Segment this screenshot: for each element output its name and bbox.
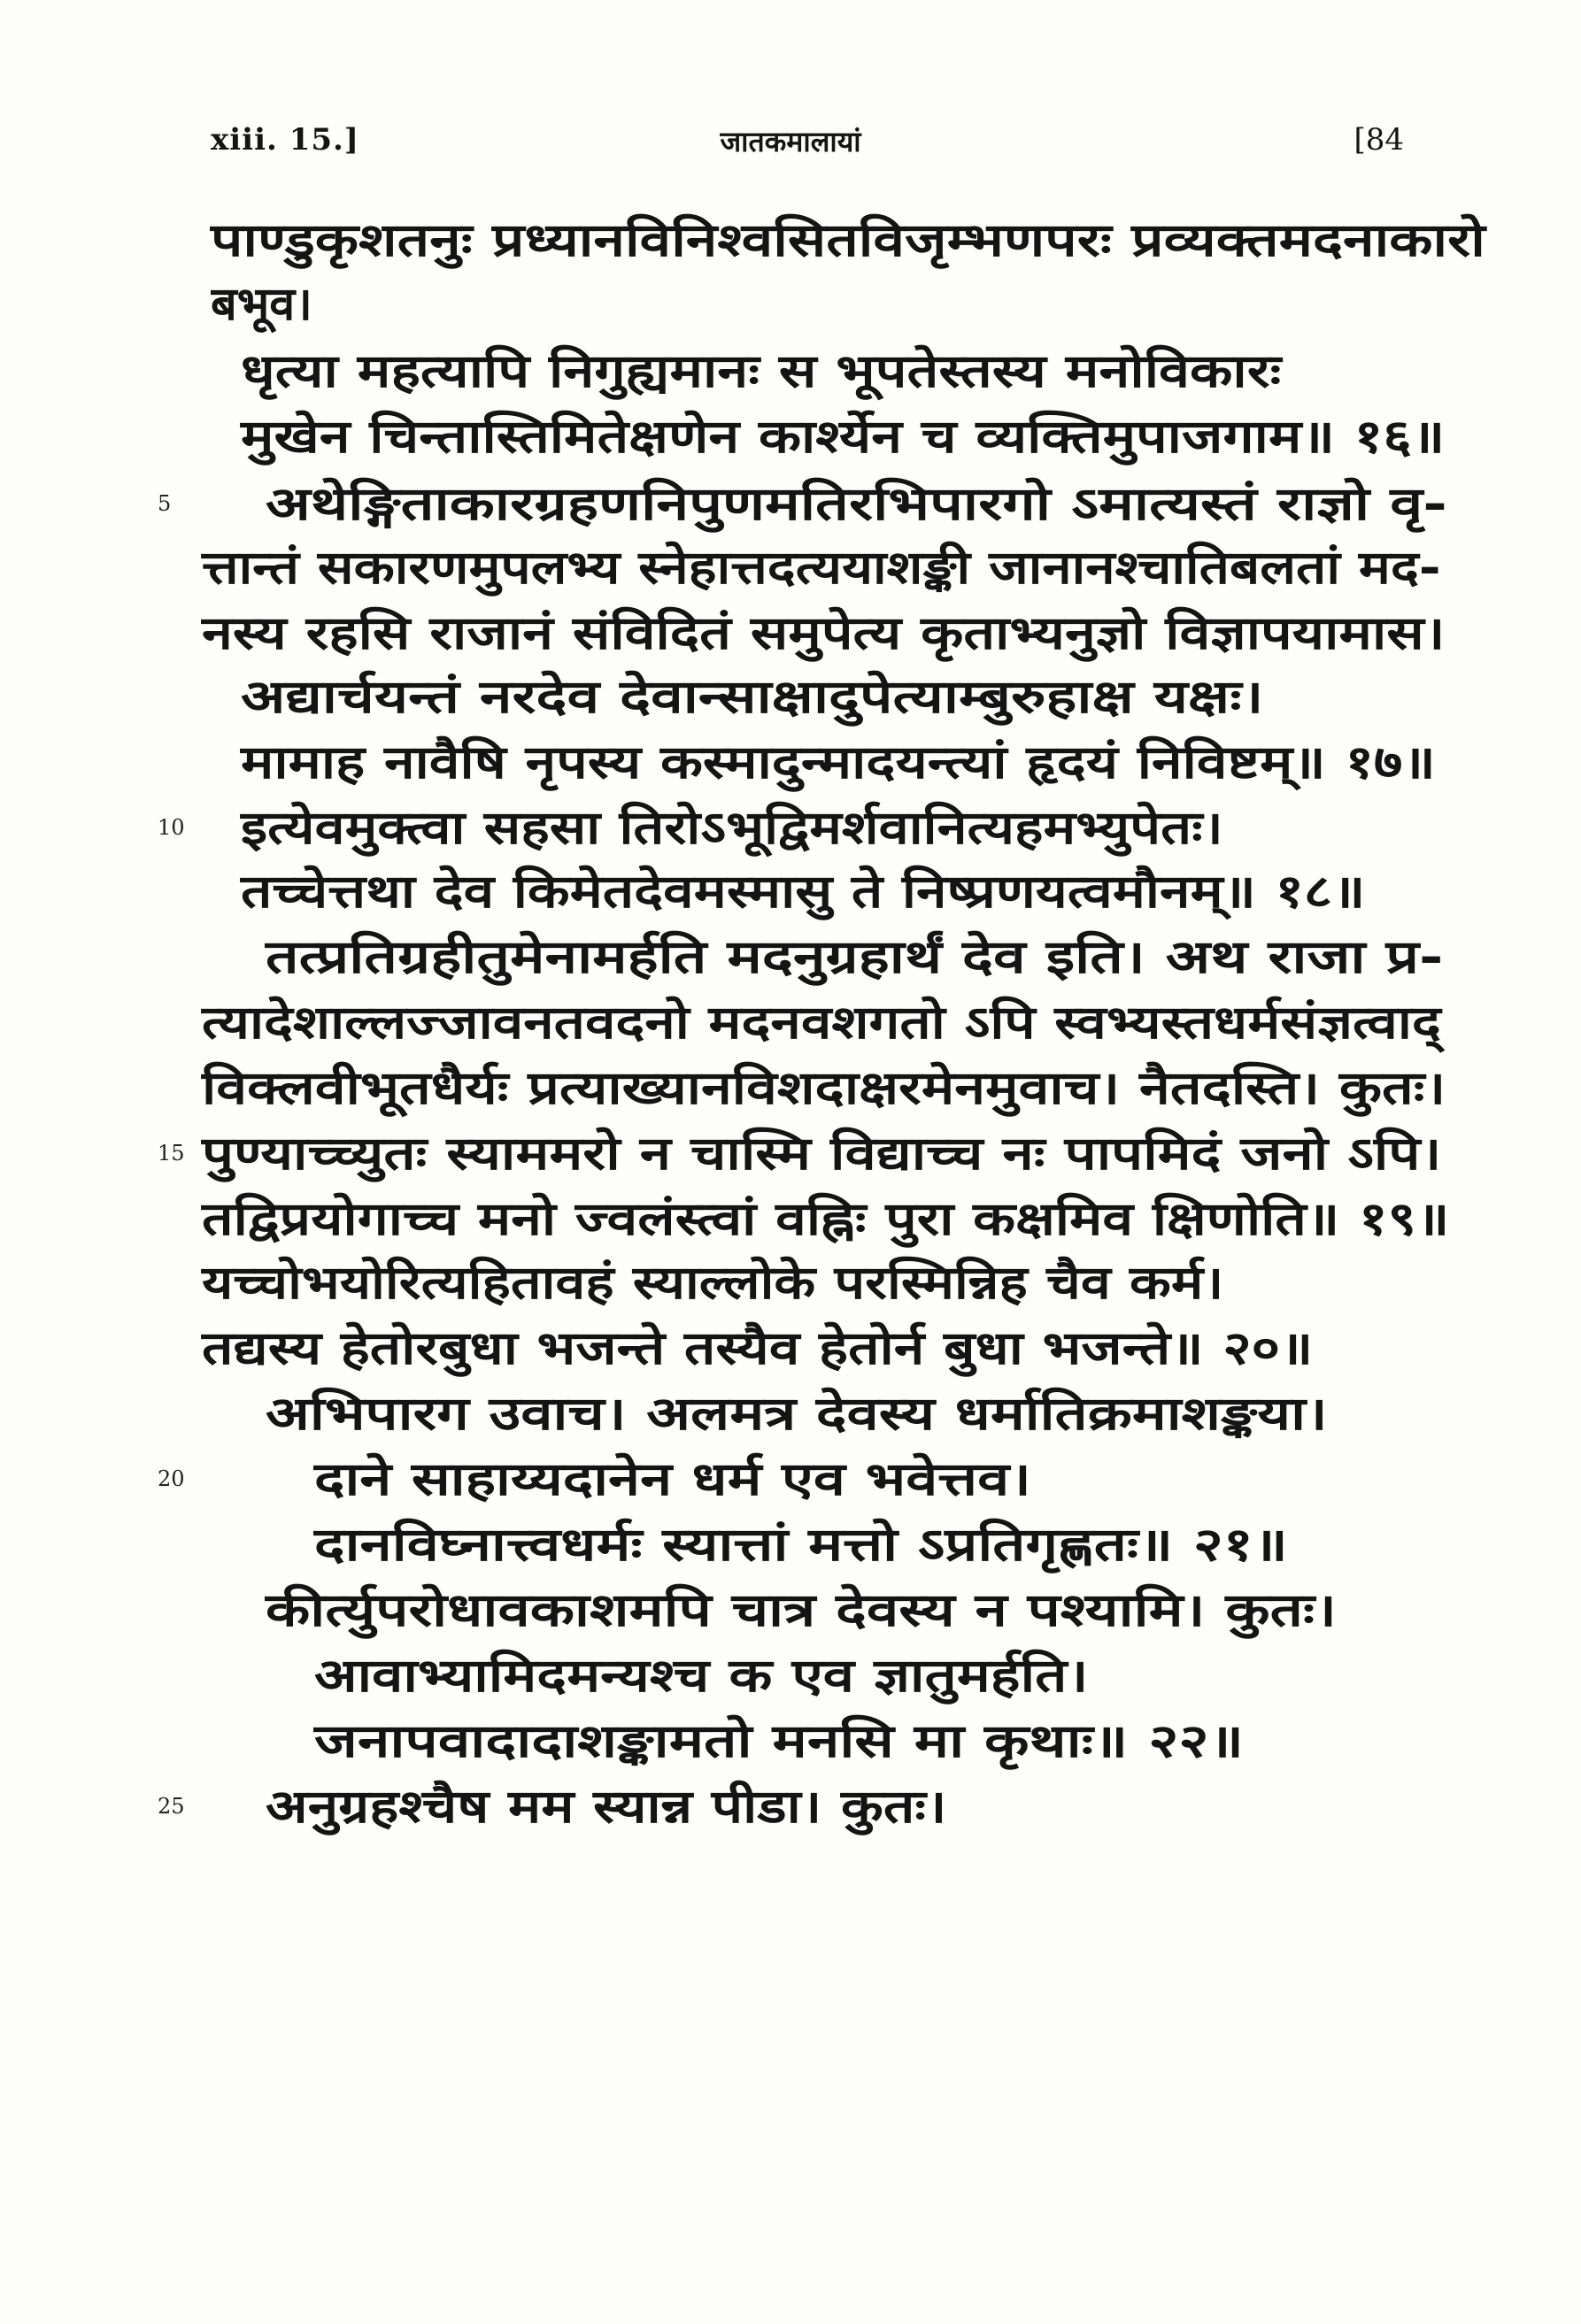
verse-line: दाने साहाय्यदानेन धर्म एव भवेत्तव। xyxy=(314,1453,1031,1506)
verse-line: तच्चेत्तथा देव किमेतदेवमस्मासु ते निष्प्रणयत्वमौनम्॥ १८॥ xyxy=(241,866,1366,919)
verse-line: इत्येवमुक्त्वा सहसा तिरोऽभूद्विमर्शवानित्यहमभ्युपेतः। xyxy=(241,802,1223,855)
line-number: 15 xyxy=(158,1141,185,1166)
text-line: तत्प्रतिग्रहीतुमेनामर्हति मदनुग्रहार्थं देव इति। अथ राजा प्र- xyxy=(266,931,1444,984)
line-number: 20 xyxy=(158,1466,185,1491)
verse-line: अद्यार्चयन्तं नरदेव देवान्साक्षादुपेत्याम्बुरुहाक्ष यक्षः। xyxy=(241,671,1264,724)
line-number: 10 xyxy=(158,815,185,840)
verse-line: मुखेन चिन्तास्तिमितेक्षणेन कार्श्येन च व्यक्तिमुपाजगाम॥ १६॥ xyxy=(241,411,1446,464)
text-line: पाण्डुकृशतनुः प्रध्यानविनिश्वसितविजृम्भणपरः प्रव्यक्तमदनाकारो xyxy=(211,214,1485,267)
verse-line: जनापवादादाशङ्कामतो मनसि मा कृथाः॥ २२॥ xyxy=(314,1715,1245,1768)
verse-line: मामाह नावैषि नृपस्य कस्मादुन्मादयन्त्यां हृदयं निविष्टम्॥ १७॥ xyxy=(241,736,1436,789)
verse-line: पुण्याच्च्युतः स्याममरो न चास्मि विद्याच्च नः पापमिदं जनो ऽपि। xyxy=(202,1127,1442,1181)
verse-line: आवाभ्यामिदमन्यश्च क एव ज्ञातुमर्हति। xyxy=(314,1650,1089,1703)
text-line: कीर्त्युपरोधावकाशमपि चात्र देवस्य न पश्यामि। कुतः। xyxy=(266,1584,1337,1637)
text-line: अभिपारग उवाच। अलमत्र देवस्य धर्मातिक्रमाशङ्कया। xyxy=(266,1388,1328,1441)
running-header-title: जातकमालायां xyxy=(720,125,861,158)
page-number: [84 xyxy=(1353,122,1404,158)
text-line: विक्लवीभूतधैर्यः प्रत्याख्यानविशदाक्षरमेनमुवाच। नैतदस्ति। कुतः। xyxy=(202,1062,1446,1115)
line-number: 25 xyxy=(158,1794,185,1819)
verse-line: तद्विप्रयोगाच्च मनो ज्वलंस्त्वां वह्निः पुरा कक्षमिव क्षिणोति॥ १९॥ xyxy=(202,1193,1450,1246)
running-header-chapter: xiii. 15.] xyxy=(211,122,359,158)
line-number: 5 xyxy=(158,491,172,516)
text-line: नस्य रहसि राजानं संविदितं समुपेत्य कृताभ्यनुज्ञो विज्ञापयामास। xyxy=(202,607,1446,660)
text-line: त्तान्तं सकारणमुपलभ्य स्नेहात्तदत्ययाशङ्की जानानश्चातिबलतां मद- xyxy=(202,542,1441,595)
verse-line: तद्यस्य हेतोरबुधा भजन्ते तस्यैव हेतोर्न बुधा भजन्ते॥ २०॥ xyxy=(202,1322,1314,1375)
verse-line: धृत्या महत्यापि निगुह्यमानः स भूपतेस्तस्य मनोविकारः xyxy=(241,345,1282,398)
verse-line: अनुग्रहश्चैष मम स्यान्न पीडा। कुतः। xyxy=(266,1781,947,1834)
text-line: अथेङ्गिताकारग्रहणनिपुणमतिरभिपारगो ऽमात्यस्तं राज्ञो वृ- xyxy=(266,478,1447,531)
text-line: बभूव। xyxy=(211,278,312,331)
verse-line: यच्चोभयोरित्यहितावहं स्याल्लोके परस्मिन्निह चैव कर्म। xyxy=(202,1257,1224,1310)
verse-line: दानविघ्नात्त्वधर्मः स्यात्तां मत्तो ऽप्रतिगृह्णतः॥ २१॥ xyxy=(314,1519,1288,1572)
text-line: त्यादेशाल्लज्जावनतवदनो मदनवशगतो ऽपि स्वभ्यस्तधर्मसंज्ञत्वाद् xyxy=(202,997,1441,1050)
